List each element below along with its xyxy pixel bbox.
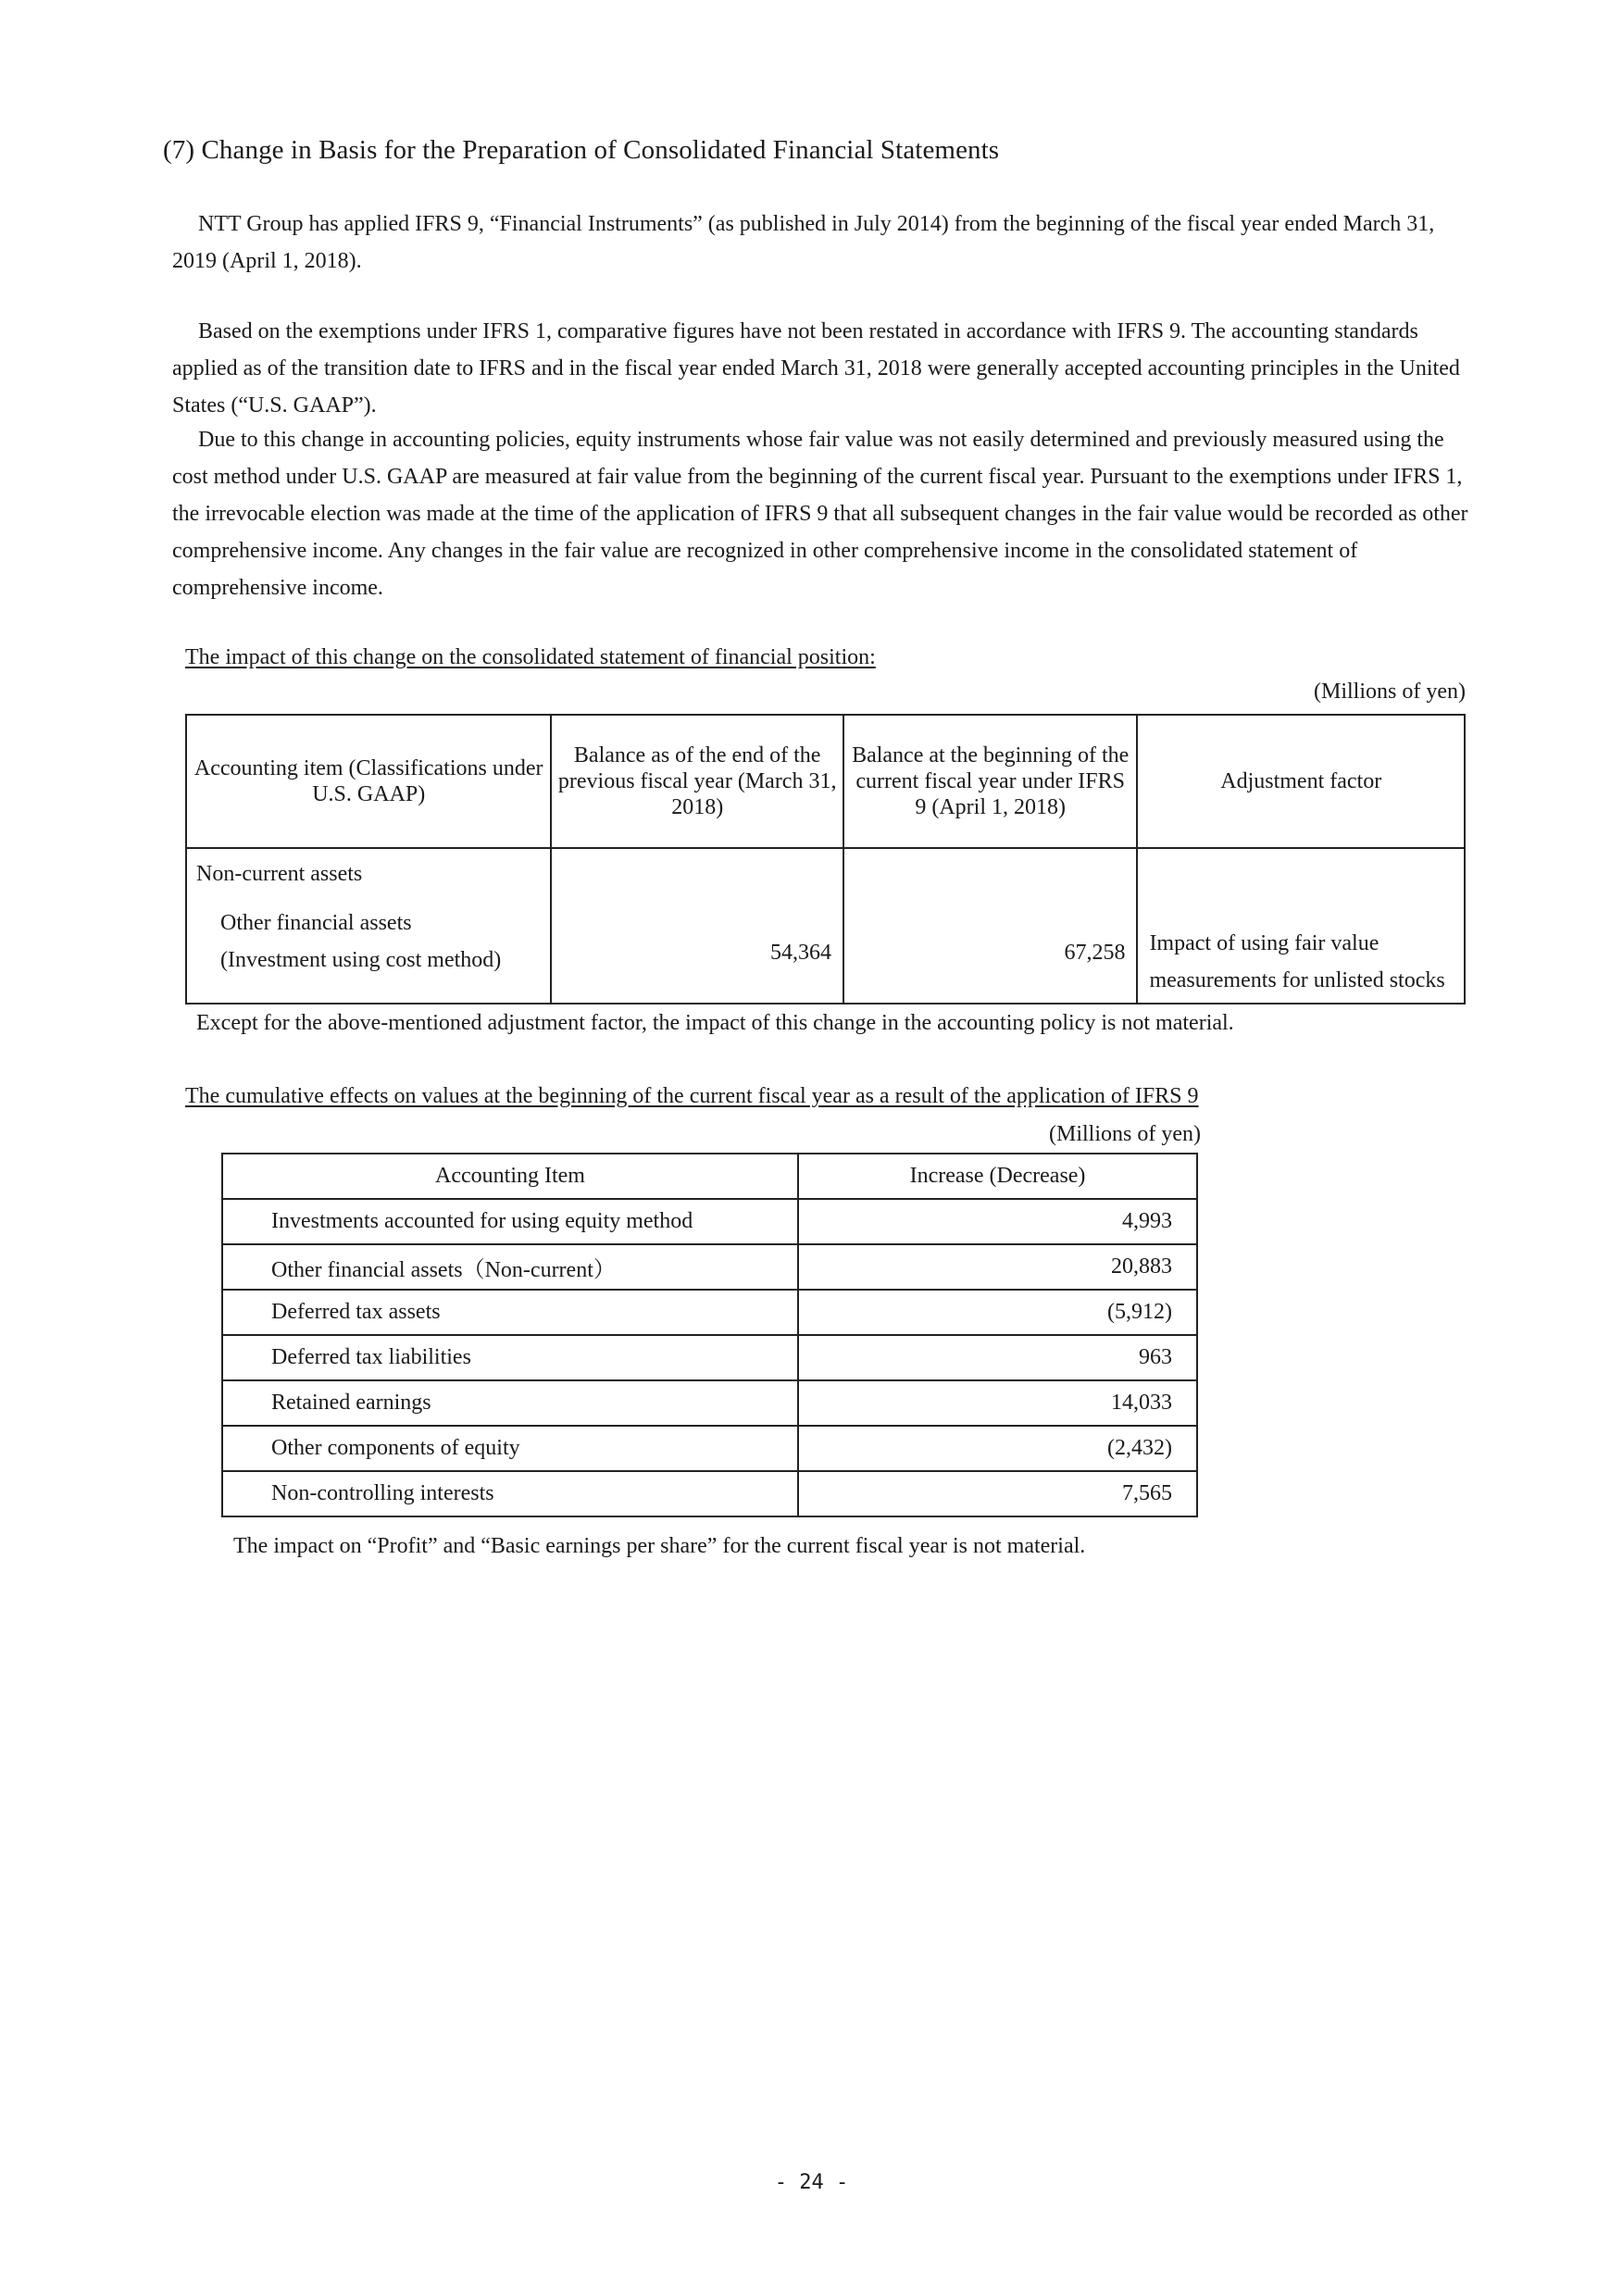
table-header-row: [222, 1154, 1197, 1199]
paragraph-ifrs1-exemptions: Based on the exemptions under IFRS 1, comparative figures have not been restated in accordance with IFRS 9. The accounting standards applied as of the transition date to IFRS and in the fiscal year ended March 31, 2018 were generally accepted accounting principles in the United States (“U.S. GAAP”).: [172, 319, 1460, 418]
table-row: [222, 1380, 1197, 1426]
table2-heading: The cumulative effects on values at the beginning of the current fiscal year as a result of the application of IFRS 9: [185, 1084, 1199, 1108]
table1-note: Except for the above-mentioned adjustment factor, the impact of this change in the accounting policy is not material.: [196, 1011, 1234, 1035]
table2-note: The impact on “Profit” and “Basic earnings per share” for the current fiscal year is not material.: [233, 1534, 1086, 1558]
item-label: [196, 905, 541, 979]
item-label-line: Other financial assets: [220, 911, 412, 935]
row-value: 20,883: [798, 1244, 1197, 1290]
paragraph-ifrs9-application: NTT Group has applied IFRS 9, “Financial Instruments” (as published in July 2014) from the beginning of the fiscal year ended March 31, 2019 (April 1, 2018).: [172, 212, 1435, 273]
financial-position-table: [185, 714, 1466, 1004]
section-title: (7) Change in Basis for the Preparation of Consolidated Financial Statements: [163, 135, 1000, 165]
table-row: [222, 1335, 1197, 1380]
row-value: 963: [798, 1335, 1197, 1380]
table2-unit: (Millions of yen): [1049, 1122, 1201, 1146]
column-header: Increase (Decrease): [798, 1154, 1197, 1199]
table-row: [222, 1199, 1197, 1244]
column-header: Accounting Item: [222, 1154, 798, 1199]
row-label: Retained earnings: [222, 1380, 798, 1426]
cumulative-effects-table: [221, 1153, 1198, 1517]
row-value: 4,993: [798, 1199, 1197, 1244]
table-row: [222, 1426, 1197, 1471]
row-label: Non-controlling interests: [222, 1471, 798, 1516]
table-header-row: [186, 715, 1465, 848]
page-number: - 24 -: [774, 2171, 849, 2194]
row-value: (5,912): [798, 1290, 1197, 1335]
adjustment-factor-cell: Impact of using fair value measurements for unlisted stocks: [1137, 848, 1465, 1004]
item-group-label: Non-current assets: [196, 862, 363, 886]
table-row: [222, 1244, 1197, 1290]
column-header: Adjustment factor: [1137, 715, 1465, 848]
row-label: Deferred tax assets: [222, 1290, 798, 1335]
ifrs9-balance-cell: 67,258: [843, 848, 1138, 1004]
paragraph-policy-change: Due to this change in accounting policies, equity instruments whose fair value was not easily determined and previously measured using the cost method under U.S. GAAP are measured at fair value from the beginning of the current fiscal year. Pursuant to the exemptions under IFRS 1, the irrevocable election was made at the time of the application of IFRS 9 that all subsequent changes in the fair value would be recorded as other comprehensive income. Any changes in the fair value are recognized in other comprehensive income in the consolidated statement of comprehensive income.: [172, 428, 1468, 600]
item-label-line: (Investment using cost method): [220, 948, 502, 972]
row-value: 14,033: [798, 1380, 1197, 1426]
row-label: Investments accounted for using equity method: [222, 1199, 798, 1244]
column-header: Balance as of the end of the previous fiscal year (March 31, 2018): [551, 715, 843, 848]
row-label: Other financial assets（Non-current）: [222, 1244, 798, 1290]
table-row: [186, 848, 1465, 1004]
column-header: Accounting item (Classifications under U.S. GAAP): [186, 715, 551, 848]
table-row: [222, 1290, 1197, 1335]
column-header: Balance at the beginning of the current fiscal year under IFRS 9 (April 1, 2018): [843, 715, 1138, 848]
row-value: (2,432): [798, 1426, 1197, 1471]
row-label: Other components of equity: [222, 1426, 798, 1471]
accounting-item-cell: [186, 848, 551, 1004]
previous-balance-cell: 54,364: [551, 848, 843, 1004]
table-row: [222, 1471, 1197, 1516]
table1-heading: The impact of this change on the consolidated statement of financial position:: [185, 645, 876, 669]
row-value: 7,565: [798, 1471, 1197, 1516]
row-label: Deferred tax liabilities: [222, 1335, 798, 1380]
table1-unit: (Millions of yen): [1314, 680, 1466, 704]
